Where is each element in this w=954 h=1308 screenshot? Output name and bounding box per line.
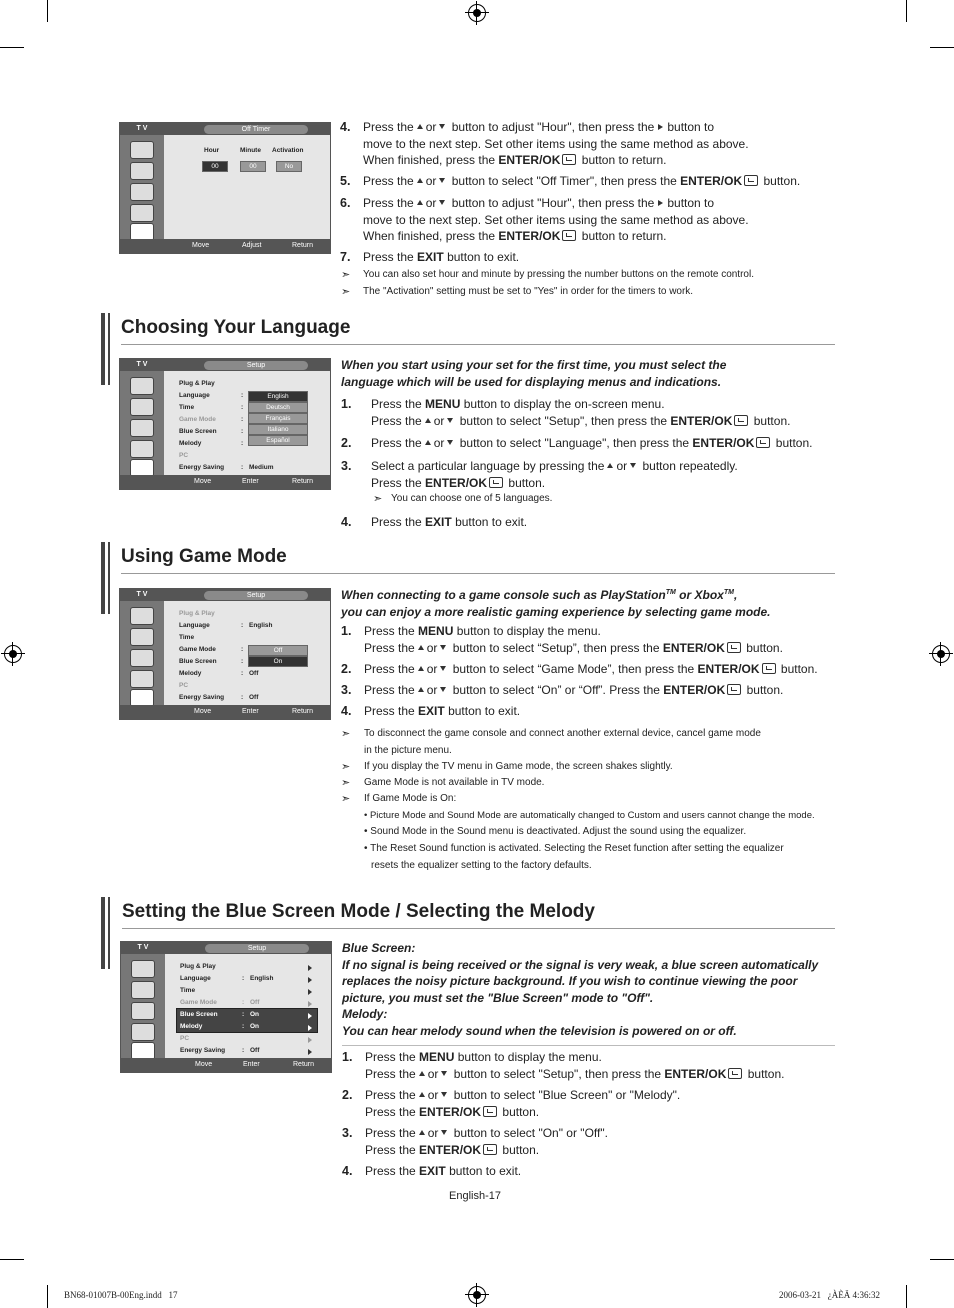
note-text: Game Mode is not available in TV mode. [364,777,545,788]
colon: : [242,1023,245,1030]
menu-title: Setup [204,591,308,600]
menu-item: Blue Screen [180,1011,218,1018]
foot-move: Move [194,478,212,485]
chevron-right-icon [308,965,312,971]
up-arrow-icon [417,124,423,129]
timer-icon [130,204,154,222]
foot-enter: Enter [243,1061,260,1068]
note-arrow-icon: ➣ [341,269,351,281]
step-number: 5. [340,174,351,188]
down-arrow-icon [439,200,445,205]
up-arrow-icon [418,666,424,671]
menu-body [164,371,330,475]
step-number: 6. [340,196,351,210]
menu-body [165,954,331,1058]
section-intro: When you start using your set for the first time, you must select the language which will be used for displaying menus and indications. [341,358,727,389]
note-arrow-icon: ➣ [341,777,351,789]
enter-icon [728,1068,742,1079]
chevron-right-icon [308,1013,312,1019]
language-option: Español [248,435,308,446]
step-text: Press the or button to select "Blue Screen" or "Melody". Press the ENTER/OK button. [365,1088,681,1119]
foot-return: Return [292,708,314,715]
sound-icon [131,981,155,999]
menu-item: Game Mode [179,416,216,423]
step-number: 2. [341,436,352,450]
menu-item: Blue Screen [179,658,217,665]
note-arrow-icon: ➣ [341,728,351,740]
menu-sidebar [120,371,164,475]
up-arrow-icon [425,440,431,445]
enter-icon [483,1144,497,1155]
section-title: Choosing Your Language [121,317,351,338]
language-value: English [250,975,274,982]
note-arrow-icon: ➣ [373,493,383,505]
section-bar [108,542,110,614]
menu-item: Time [179,634,195,641]
step-text: Press the or button to select "Off Timer", then press the ENTER/OK button. [363,174,801,188]
section-title: Setting the Blue Screen Mode / Selecting the Melody [122,901,595,922]
foot-enter: Enter [242,708,259,715]
menu-item: Game Mode [180,999,217,1006]
file-info: BN68-01007B-00Eng.indd 17 [64,1290,178,1300]
down-arrow-icon [439,124,445,129]
foot-return: Return [293,1061,315,1068]
foot-return: Return [292,478,314,485]
section-title: Using Game Mode [121,546,287,567]
enter-icon [762,663,776,674]
menu-item: Energy Saving [179,694,225,701]
menu-item: PC [180,1035,190,1042]
step-text: Press the or button to select “Game Mode”, then press the ENTER/OK button. [364,662,818,676]
game-value: Off [250,999,260,1006]
colon: : [241,464,244,471]
col-activation: Activation [272,147,304,154]
picture-icon [130,141,154,159]
section-rule [121,573,835,574]
chevron-right-icon [308,1025,312,1031]
channel-icon [130,419,154,437]
col-hour: Hour [204,147,220,154]
chevron-right-icon [308,989,312,995]
intro-rule [342,1045,835,1046]
section-intro: Blue Screen: If no signal is being received or the signal is very weak, a blue screen automatically replaces the noisy picture background. If you wish to continue viewing the poor picture, you must set the "Blue Screen" mode to "Off". Melody: You can hear melody sound when the television is powered on or off. [342,941,819,1038]
crop-mark [930,1259,954,1260]
timestamp: 2006-03-21 ¿ÀÈÄ 4:36:32 [779,1290,880,1300]
melody-value: On [250,1023,260,1030]
sound-icon [130,628,154,646]
menu-item: Plug & Play [179,380,215,387]
enter-icon [489,477,503,488]
note-arrow-icon: ➣ [341,761,351,773]
registration-mark-icon [468,1286,486,1304]
minute-value: 00 [240,161,266,172]
note-text: You can also set hour and minute by pressing the number buttons on the remote control. [363,269,754,280]
language-option: Français [248,413,308,424]
channel-icon [130,183,154,201]
note-bullet: • Sound Mode in the Sound menu is deactivated. Adjust the sound using the equalizer. [364,826,747,837]
step-number: 7. [340,250,351,264]
note-text: If Game Mode is On: [364,793,457,804]
language-option: Italiano [248,424,308,435]
col-minute: Minute [240,147,261,154]
step-number: 4. [341,515,352,529]
menu-item: Language [180,975,211,982]
step-text: Select a particular language by pressing the or button repeatedly. Press the ENTER/OK button. [371,459,738,490]
tv-label: T V [136,591,148,598]
down-arrow-icon [441,1071,447,1076]
up-arrow-icon [419,1130,425,1135]
energy-value: Off [250,1047,260,1054]
step-text: Press the MENU button to display the on-screen menu. Press the or button to select "Setup", then press the ENTER/OK button. [371,397,791,428]
down-arrow-icon [447,440,453,445]
menu-item: PC [179,682,189,689]
step-number: 4. [342,1164,353,1178]
menu-title: Setup [205,944,309,953]
language-option: Deutsch [248,402,308,413]
crop-mark [0,1259,24,1260]
step-text: Press the EXIT button to exit. [365,1164,522,1178]
language-option: English [248,391,308,402]
menu-footer [120,475,330,489]
note-arrow-icon: ➣ [341,793,351,805]
menu-item: Plug & Play [180,963,216,970]
enter-icon [562,154,576,165]
menu-item: Blue Screen [179,428,217,435]
page-number: English-17 [449,1190,501,1202]
up-arrow-icon [425,418,431,423]
chevron-right-icon [308,1049,312,1055]
colon: : [241,416,244,423]
right-arrow-icon [658,124,663,130]
enter-icon [727,684,741,695]
picture-icon [130,377,154,395]
channel-icon [130,649,154,667]
tv-label: T V [137,944,149,951]
step-text: Press the MENU button to display the menu. Press the or button to select “Setup”, then press the ENTER/OK button. [364,624,783,655]
timer-icon [130,670,154,688]
menu-footer [120,239,330,253]
sound-icon [130,162,154,180]
tv-label: T V [136,361,148,368]
menu-sidebar [120,601,164,705]
note-arrow-icon: ➣ [341,286,351,298]
foot-return: Return [292,242,314,249]
crop-mark [930,47,954,48]
channel-icon [131,1002,155,1020]
language-menu-screen [119,358,331,490]
down-arrow-icon [440,645,446,650]
down-arrow-icon [439,178,445,183]
down-arrow-icon [441,1130,447,1135]
up-arrow-icon [417,200,423,205]
blue-value: On [250,1011,260,1018]
colon: : [241,392,244,399]
step-number: 2. [342,1088,353,1102]
up-arrow-icon [419,1071,425,1076]
crop-mark [47,0,48,22]
section-bar [101,313,105,385]
melody-value: Off [249,670,259,677]
menu-item: Game Mode [179,646,216,653]
crop-mark [47,1285,48,1308]
foot-move: Move [195,1061,213,1068]
colon: : [241,428,244,435]
note-bullet: resets the equalizer setting to the factory defaults. [371,860,592,871]
note-text: The "Activation" setting must be set to "Yes" in order for the timers to work. [363,286,694,297]
step-text: Press the or button to select "Language", then press the ENTER/OK button. [371,436,813,450]
menu-item: Language [179,622,210,629]
note-text: If you display the TV menu in Game mode, the screen shakes slightly. [364,761,673,772]
down-arrow-icon [447,418,453,423]
menu-body [164,135,330,239]
timer-icon [131,1023,155,1041]
chevron-right-icon [308,1001,312,1007]
step-number: 3. [341,459,352,473]
step-number: 4. [341,704,352,718]
colon: : [241,622,244,629]
step-text: Press the EXIT button to exit. [364,704,521,718]
chevron-right-icon [308,977,312,983]
section-rule [121,344,835,345]
step-number: 2. [341,662,352,676]
enter-icon [744,175,758,186]
enter-icon [727,642,741,653]
colon: : [242,975,245,982]
step-number: 1. [342,1050,353,1064]
down-arrow-icon [441,1092,447,1097]
crop-mark [0,47,24,48]
menu-item: Energy Saving [180,1047,226,1054]
enter-icon [756,437,770,448]
crop-mark [906,1285,907,1308]
picture-icon [130,607,154,625]
colon: : [241,646,244,653]
game-mode-menu-screen [119,588,331,720]
sound-icon [130,398,154,416]
down-arrow-icon [440,687,446,692]
enter-icon [562,230,576,241]
timer-icon [130,440,154,458]
crop-mark [906,0,907,22]
menu-body [164,601,330,705]
section-intro: When connecting to a game console such as PlayStation™ or Xbox™, you can enjoy a more realistic gaming experience by selecting game mode. [341,588,771,619]
step-text: Press the or button to select "On" or "Off". Press the ENTER/OK button. [365,1126,608,1157]
menu-item: Melody [179,670,202,677]
energy-value: Off [249,694,259,701]
step-number: 3. [342,1126,353,1140]
note-text: in the picture menu. [364,745,452,756]
step-number: 1. [341,397,352,411]
hour-value: 00 [202,161,228,172]
colon: : [242,999,245,1006]
up-arrow-icon [419,1092,425,1097]
menu-sidebar [120,135,164,239]
registration-mark-icon [932,645,950,663]
down-arrow-icon [440,666,446,671]
registration-mark-icon [4,645,22,663]
chevron-right-icon [308,1037,312,1043]
step-text: Press the or button to adjust "Hour", then press the button to move to the next step. Set other items using the same method as above. When finished, press the ENTER/OK button to return. [363,196,749,243]
up-arrow-icon [418,687,424,692]
enter-icon [734,415,748,426]
step-number: 3. [341,683,352,697]
foot-move: Move [192,242,210,249]
colon: : [241,404,244,411]
menu-sidebar [121,954,165,1058]
menu-item: PC [179,452,189,459]
menu-footer [120,705,330,719]
menu-item: Language [179,392,210,399]
blue-screen-menu-screen [120,941,332,1073]
note-bullet: • The Reset Sound function is activated. Selecting the Reset function after setting the equalizer [364,843,784,854]
menu-item: Time [180,987,196,994]
game-option-on: On [248,656,308,667]
activation-value: No [276,161,302,172]
menu-footer [121,1058,331,1072]
menu-item: Time [179,404,195,411]
step-text: Press the or button to adjust "Hour", then press the button to move to the next step. Set other items using the same method as above. When finished, press the ENTER/OK button to return. [363,120,749,167]
note-text: You can choose one of 5 languages. [391,493,553,504]
up-arrow-icon [418,645,424,650]
menu-title: Setup [204,361,308,370]
foot-adjust: Adjust [242,242,262,249]
step-number: 4. [340,120,351,134]
menu-title: Off Timer [204,125,308,134]
tv-label: T V [136,125,148,132]
enter-icon [483,1106,497,1117]
registration-mark-icon [468,4,486,22]
up-arrow-icon [607,463,613,468]
foot-move: Move [194,708,212,715]
note-text: To disconnect the game console and connect another external device, cancel game mode [364,728,761,739]
colon: : [241,440,244,447]
picture-icon [131,960,155,978]
menu-item: Melody [180,1023,203,1030]
right-arrow-icon [658,200,663,206]
off-timer-menu-screen [119,122,331,254]
section-bar [101,542,105,614]
colon: : [241,658,244,665]
step-number: 1. [341,624,352,638]
section-bar [108,897,110,969]
note-bullet: • Picture Mode and Sound Mode are automatically changed to Custom and users cannot change the mode. [364,810,815,821]
section-bar [108,313,110,385]
menu-item: Melody [179,440,202,447]
step-text: Press the EXIT button to exit. [363,250,520,264]
energy-value: Medium [249,464,274,471]
down-arrow-icon [630,463,636,468]
colon: : [242,1011,245,1018]
colon: : [241,694,244,701]
section-rule [122,928,835,929]
language-value: English [249,622,273,629]
game-option-off: Off [248,645,308,656]
step-text: Press the or button to select “On” or “Off”. Press the ENTER/OK button. [364,683,784,697]
step-text: Press the MENU button to display the menu. Press the or button to select "Setup", then press the ENTER/OK button. [365,1050,785,1081]
colon: : [242,1047,245,1054]
menu-item: Plug & Play [179,610,215,617]
menu-item: Energy Saving [179,464,225,471]
colon: : [241,670,244,677]
section-bar [101,897,105,969]
up-arrow-icon [417,178,423,183]
step-text: Press the EXIT button to exit. [371,515,528,529]
foot-enter: Enter [242,478,259,485]
